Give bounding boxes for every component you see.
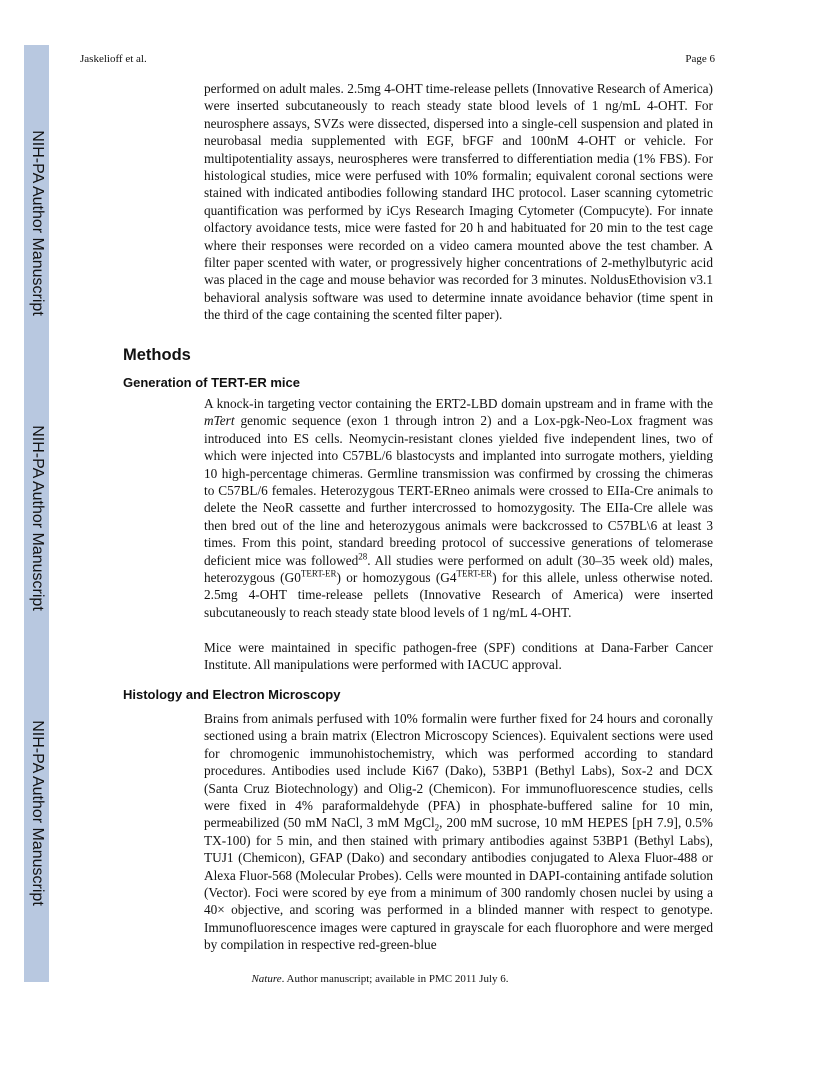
intro-paragraph: performed on adult males. 2.5mg 4-OHT time-release pellets (Innovative Research of America) were inserted subcutaneously to reach steady state blood levels of 1 ng/mL 4-OHT. For neurosphere assays, SVZs were dissected, dispersed into a single-cell suspension and plated in neurobasal media supplemented with EGF, bFGF and 100nM 4-OHT or vehicle. For multipotentiality assays, neurospheres were transferred to differentiation media (1% FBS). For histological studies, mice were perfused with 10% formalin; equivalent coronal sections were stained with indicated antibodies following standard IHC protocol. Laser scanning cytometric quantification was performed by iCys Research Imaging Cytometer (Compucyte). For innate olfactory avoidance tests, mice were fasted for 20 h and habituated for 20 min to the test cage where their responses were recorded on a video camera mounted above the test chamber. A filter paper scented with water, or progressively higher concentrations of 2-methylbutyric acid was placed in the cage and mouse behavior was recorded for 3 minutes. NoldusEthovision v3.1 behavioral analysis software was used to determine innate avoidance behavior (time spent in the third of the cage containing the scented filter paper).	[204, 81, 713, 323]
text-run: ) or homozygous (G4	[336, 570, 457, 586]
generation-heading: Generation of TERT-ER mice	[123, 375, 300, 390]
text-run: , 200 mM sucrose, 10 mM HEPES [pH 7.9], 0.5% TX-100) for 5 min, and then stained with primary antibodies against 53BP1 (Bethyl Labs), TUJ1 (Chemicon), GFAP (Dako) and secondary antibodies conjugated to Alexa Fluor-488 or Alexa Fluor-568 (Molecular Probes). Cells were mounted in DAPI-containing antifade solution (Vector). Foci were scored by eye from a minimum of 300 randomly chosen nuclei by using a 40× objective, and scoring was performed in a blinded manner with respect to genotype. Immunofluorescence images were captured in grayscale for each fluorophore and were merged by compilation in respective red-green-blue	[204, 815, 713, 953]
generation-paragraph-block	[204, 395, 713, 621]
superscript: TERT-ER	[456, 568, 493, 579]
facilities-paragraph-block	[204, 639, 713, 674]
sidebar-label-text: NIH-PA Author Manuscript	[28, 425, 46, 611]
subscript: 2	[434, 823, 440, 834]
text-run: . All studies were performed on adult (30–35 week old) males, heterozygous (G0	[204, 552, 713, 586]
histology-heading: Histology and Electron Microscopy	[123, 687, 341, 702]
histology-paragraph	[204, 710, 713, 954]
journal-name: Nature	[251, 973, 282, 985]
text-run: genomic sequence (exon 1 through intron 2) and a Lox-pgk-Neo-Lox fragment was introduced into ES cells. Neomycin-resistant clones yielded five independent lines, two of which were injected into C57BL/6 blastocysts and implanted into surrogate mothers, yielding 10 high-percentage chimeras. Germline transmission was confirmed by crossing the chimeras to C57BL/6 females. Heterozygous TERT-ERneo animals were crossed to EIIa-Cre animals to delete the NeoR cassette and further intercrossed to homozygosity. The EIIa-Cre allele was then bred out of the line and heterozygous animals were backcrossed to C57BL\6 at least 3 times. From this point, standard breeding protocol of successive generations of telomerase deficient mice was followed	[204, 413, 713, 568]
running-head-author: Jaskelioff et al.	[80, 53, 147, 65]
superscript: TERT-ER	[300, 568, 337, 579]
methods-heading: Methods	[123, 346, 191, 364]
sidebar-label-text: NIH-PA Author Manuscript	[28, 130, 46, 316]
page-number: Page 6	[685, 53, 715, 65]
facilities-paragraph: Mice were maintained in specific pathogen-free (SPF) conditions at Dana-Farber Cancer Institute. All manipulations were performed with IACUC approval.	[204, 640, 713, 673]
footer-text: . Author manuscript; available in PMC 2011 July 6.	[281, 973, 509, 985]
intro-paragraph-block	[204, 80, 713, 324]
text-run: A knock-in targeting vector containing the ERT2-LBD domain upstream and in frame with the	[204, 396, 713, 411]
text-run: Brains from animals perfused with 10% formalin were further fixed for 24 hours and coronally sectioned using a brain matrix (Electron Microscopy Sciences). Equivalent sections were used for chromogenic immunohistochemistry, which was performed according to standard procedures. Antibodies used include Ki67 (Dako), 53BP1 (Bethyl Labs), Sox-2 and DCX (Santa Cruz Biotechnology) and Olig-2 (Chemicon). For immunofluorescence studies, cells were fixed in 4% paraformaldehyde (PFA) in phosphate-buffered saline for 10 min, permeabilized (50 mM NaCl, 3 mM MgCl	[204, 711, 713, 831]
page-footer	[0, 973, 760, 985]
text-run: ) for this allele, unless otherwise noted. 2.5mg 4-OHT time-release pellets (Innovative Research of America) were inserted subcutaneously to reach steady state blood levels of 1 ng/mL 4-OHT.	[204, 570, 713, 620]
generation-paragraph	[204, 395, 713, 621]
sidebar-label-text: NIH-PA Author Manuscript	[28, 720, 46, 906]
histology-paragraph-block	[204, 710, 713, 954]
gene-name: mTert	[204, 413, 235, 429]
reference-link[interactable]: 28	[358, 551, 368, 562]
manuscript-sidebar	[24, 45, 49, 982]
